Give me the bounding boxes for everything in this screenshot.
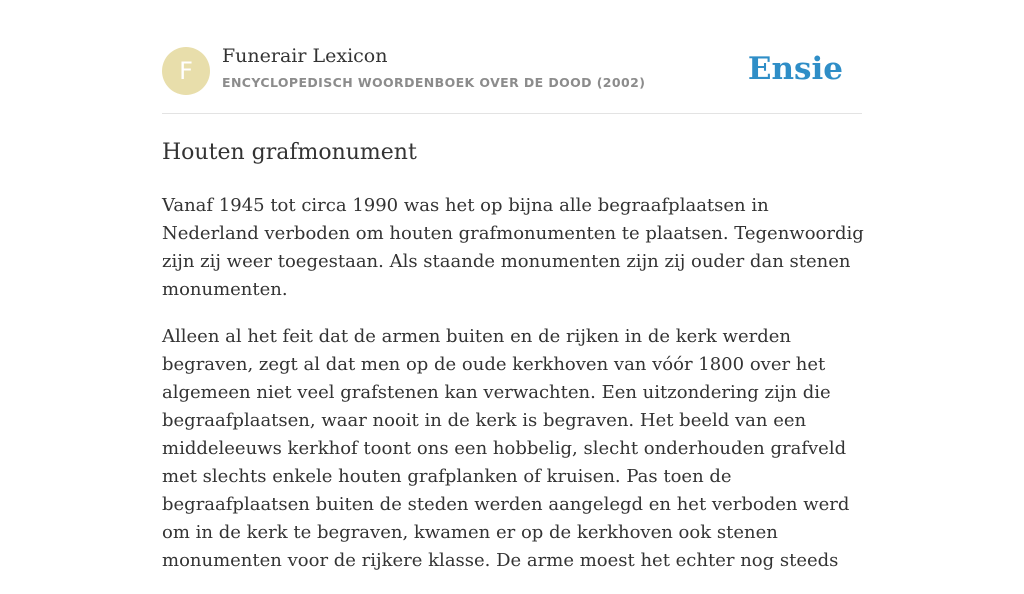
article-title: Houten grafmonument [162,140,417,165]
source-title[interactable]: Funerair Lexicon [222,45,388,67]
source-avatar: F [162,47,210,95]
source-header [162,45,862,114]
article-paragraph: Vanaf 1945 tot circa 1990 was het op bijna alle begraafplaatsen in Nederland verboden om houten grafmonumenten te plaatsen. Tegenwoordig zijn zij weer toegestaan. Als staande monumenten zijn zij ouder dan stenen monumenten. [162,195,864,300]
source-subtitle: ENCYCLOPEDISCH WOORDENBOEK OVER DE DOOD (2002) [222,75,646,90]
ensie-logo[interactable]: Ensie [747,51,843,87]
article [162,136,864,594]
article-paragraph: Alleen al het feit dat de armen buiten en de rijken in de kerk werden begraven, zegt al dat men op de oude kerkhoven van vóór 1800 over het algemeen niet veel grafstenen kan verwachten. Een uitzondering zijn die begraafplaatsen, waar nooit in de kerk is begraven. Het beeld van een middeleeuws kerkhof toont ons een hobbelig, slecht onderhouden grafveld met slechts enkele houten grafplanken of kruisen. Pas toen de begraafplaatsen buiten de steden werden aangelegd en het verboden werd om in de kerk te begraven, kwamen er op de kerkhoven ook stenen monumenten voor de rijkere klasse. De arme moest het echter nog steeds [162,326,850,571]
